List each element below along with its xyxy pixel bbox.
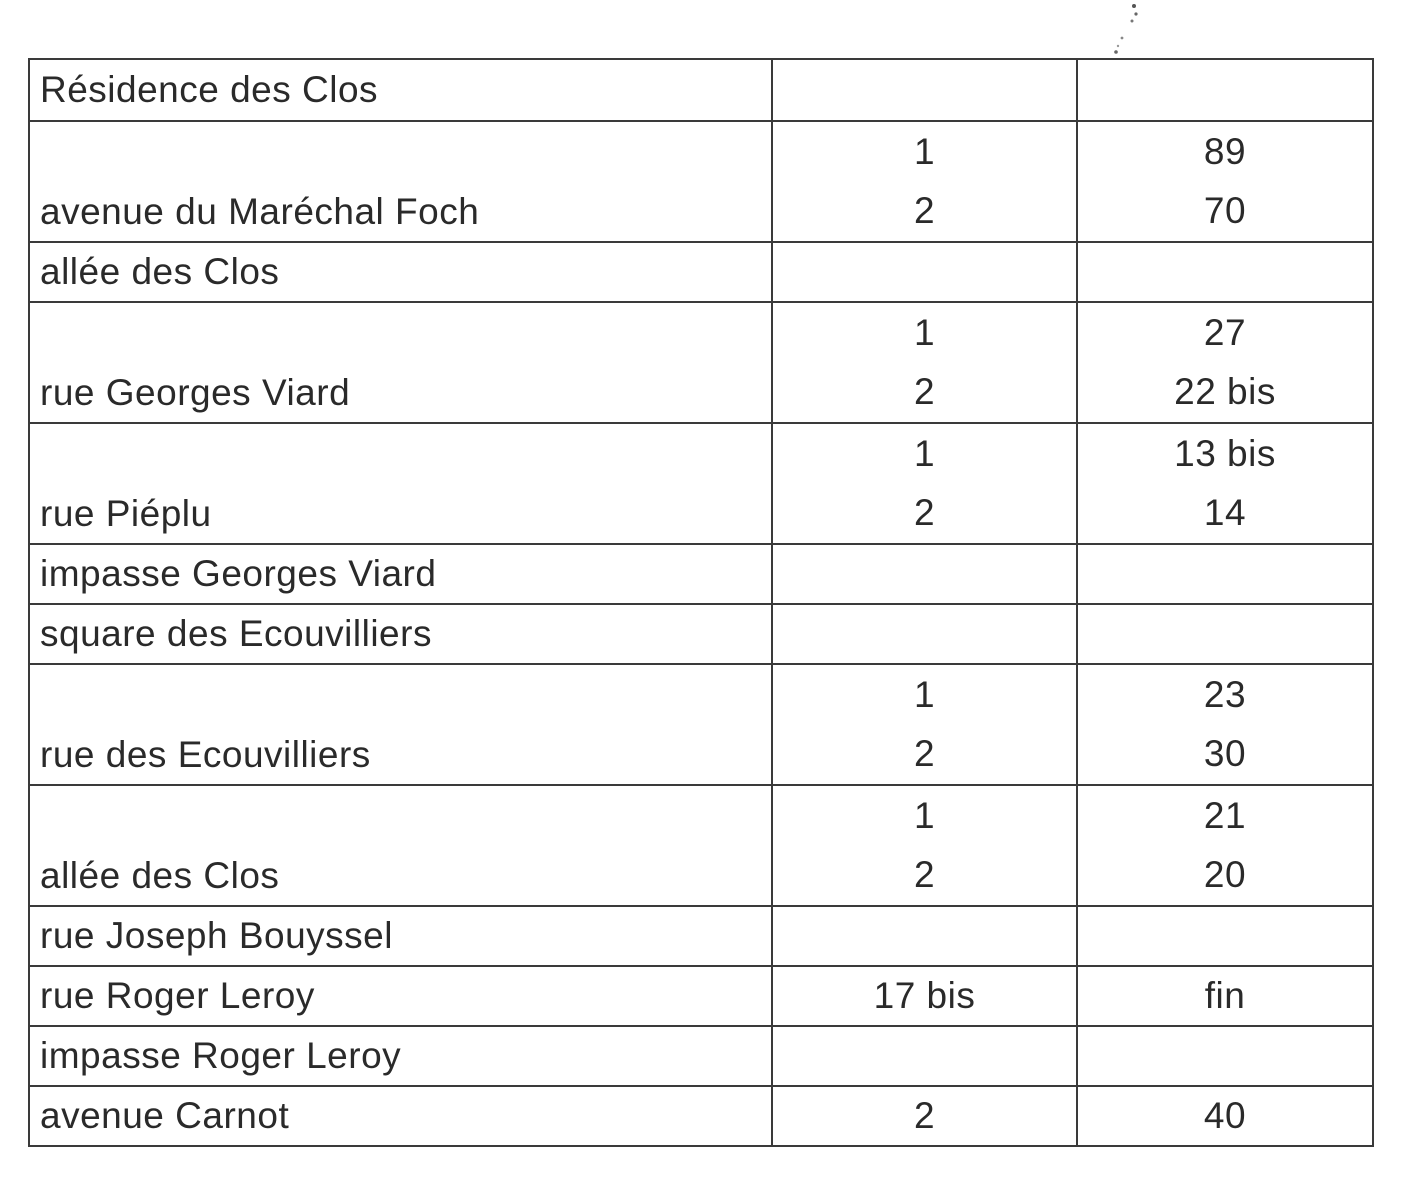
street-cell: avenue du Maréchal Foch	[40, 191, 480, 232]
table-row	[30, 543, 1372, 603]
side-2-value: 14	[1203, 492, 1247, 534]
side-1-value: 1	[913, 311, 936, 353]
table-row	[30, 301, 1372, 422]
range-end-cell: 40	[1076, 1087, 1372, 1145]
range-start-cell	[771, 545, 1076, 603]
street-cell: rue des Ecouvilliers	[40, 734, 371, 775]
side-1-value: 27	[1203, 311, 1247, 353]
table-row	[30, 422, 1372, 543]
range-start-cell	[771, 424, 1076, 543]
table-row	[30, 603, 1372, 663]
table-row	[30, 1025, 1372, 1085]
street-cell: impasse Roger Leroy	[40, 1035, 402, 1076]
range-end-cell	[1076, 243, 1372, 301]
range-end-cell: fin	[1076, 967, 1372, 1025]
street-cell: rue Piéplu	[40, 493, 212, 534]
table-row	[30, 663, 1372, 784]
street-cell: rue Joseph Bouyssel	[40, 915, 393, 956]
street-cell: square des Ecouvilliers	[40, 613, 432, 654]
table-row	[30, 905, 1372, 965]
side-2-value: 2	[913, 190, 936, 232]
range-end-cell	[1076, 545, 1372, 603]
street-cell: impasse Georges Viard	[40, 553, 437, 594]
side-1-value: 23	[1203, 673, 1247, 715]
street-cell: Résidence des Clos	[40, 69, 379, 110]
street-cell: rue Roger Leroy	[40, 975, 315, 1016]
address-table	[28, 58, 1374, 1147]
side-2-value: 2	[913, 371, 936, 413]
side-2-value: 2	[913, 854, 936, 896]
range-start-cell	[771, 665, 1076, 784]
range-end-cell	[1076, 60, 1372, 120]
street-cell: rue Georges Viard	[40, 372, 351, 413]
range-end-cell	[1076, 424, 1372, 543]
range-end-cell	[1076, 786, 1372, 905]
table-row	[30, 241, 1372, 301]
range-end-cell	[1076, 907, 1372, 965]
range-end-cell	[1076, 303, 1372, 422]
range-start-cell	[771, 1027, 1076, 1085]
range-start-cell	[771, 60, 1076, 120]
table-row	[30, 965, 1372, 1025]
side-1-value: 1	[913, 432, 936, 474]
side-2-value: 30	[1203, 733, 1247, 775]
range-end-cell	[1076, 605, 1372, 663]
scan-speck	[1112, 0, 1152, 60]
side-1-value: 89	[1203, 130, 1247, 172]
side-2-value: 2	[913, 733, 936, 775]
street-cell: allée des Clos	[40, 855, 280, 896]
side-2-value: 70	[1203, 190, 1247, 232]
side-2-value: 22 bis	[1174, 371, 1276, 413]
range-start-cell	[771, 907, 1076, 965]
street-cell: avenue Carnot	[40, 1095, 290, 1136]
range-start-cell	[771, 243, 1076, 301]
range-start-cell: 2	[771, 1087, 1076, 1145]
side-1-value: 1	[913, 130, 936, 172]
side-1-value: 1	[913, 794, 936, 836]
range-end-cell	[1076, 665, 1372, 784]
street-cell: allée des Clos	[40, 251, 280, 292]
range-end-cell	[1076, 1027, 1372, 1085]
side-2-value: 2	[913, 492, 936, 534]
table-row	[30, 784, 1372, 905]
range-end-cell	[1076, 122, 1372, 241]
range-start-cell	[771, 786, 1076, 905]
table-row	[30, 120, 1372, 241]
side-1-value: 21	[1203, 794, 1247, 836]
table-row	[30, 1085, 1372, 1145]
range-start-cell: 17 bis	[771, 967, 1076, 1025]
side-2-value: 20	[1203, 854, 1247, 896]
side-1-value: 13 bis	[1174, 432, 1276, 474]
table-row	[30, 60, 1372, 120]
range-start-cell	[771, 303, 1076, 422]
range-start-cell	[771, 605, 1076, 663]
range-start-cell	[771, 122, 1076, 241]
side-1-value: 1	[913, 673, 936, 715]
